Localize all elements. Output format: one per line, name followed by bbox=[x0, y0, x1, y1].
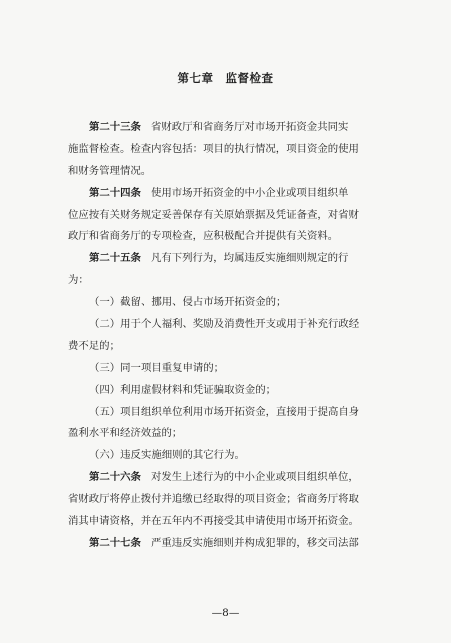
article-26-line-2: 省财政厅将停止拨付并追缴已经取得的项目资金；省商务厅将取 bbox=[68, 493, 359, 506]
article-26-line-1: 第二十六条 对发生上述行为的中小企业或项目组织单位， bbox=[89, 471, 359, 484]
list-item-6: （六）违反实施细则的其它行为。 bbox=[89, 449, 245, 462]
article-23-line-3: 和财务管理情况。 bbox=[68, 164, 152, 177]
article-26-line-3: 消其申请资格，并在五年内不再接受其申请使用市场开拓资金。 bbox=[68, 515, 359, 528]
document-body bbox=[68, 117, 396, 555]
chapter-title: 第七章 监督检查 bbox=[177, 71, 274, 85]
article-27-line-1: 第二十七条 严重违反实施细则并构成犯罪的，移交司法部 bbox=[89, 536, 359, 549]
article-label: 第二十六条 bbox=[89, 471, 141, 484]
article-label: 第二十七条 bbox=[89, 536, 141, 549]
article-23-line-2: 施监督检查。检查内容包括：项目的执行情况，项目资金的使用 bbox=[68, 142, 359, 155]
list-item-5-line-2: 盈利水平和经济效益的； bbox=[68, 427, 183, 440]
article-24-line-3: 政厅和省商务厅的专项检查，应积极配合并提供有关资料。 bbox=[68, 230, 339, 243]
list-item-2-line-2: 费不足的； bbox=[68, 339, 120, 352]
article-24-line-1: 第二十四条 使用市场开拓资金的中小企业或项目组织单 bbox=[89, 186, 349, 199]
list-item-5-line-1: （五）项目组织单位利用市场开拓资金，直接用于提高自身 bbox=[89, 405, 360, 418]
article-label: 第二十四条 bbox=[89, 186, 141, 199]
list-item-4: （四）利用虚假材料和凭证骗取资金的； bbox=[89, 383, 277, 396]
article-24-line-2: 位应按有关财务规定妥善保存有关原始票据及凭证备查，对省财 bbox=[68, 208, 359, 221]
page-number: —8— bbox=[211, 607, 240, 619]
list-item-2-line-1: （二）用于个人福利、奖励及消费性开支或用于补充行政经 bbox=[89, 318, 360, 331]
article-label: 第二十三条 bbox=[89, 121, 141, 133]
article-label: 第二十五条 bbox=[89, 252, 141, 265]
article-25-line-2: 为： bbox=[68, 274, 89, 287]
article-23-line-1: 第二十三条 省财政厅和省商务厅对市场开拓资金共同实 bbox=[89, 121, 349, 133]
list-item-3: （三）同一项目重复申请的； bbox=[89, 361, 225, 374]
list-item-1: （一）截留、挪用、侵占市场开拓资金的； bbox=[89, 296, 287, 309]
article-25-line-1: 第二十五条 凡有下列行为，均属违反实施细则规定的行 bbox=[89, 252, 349, 265]
